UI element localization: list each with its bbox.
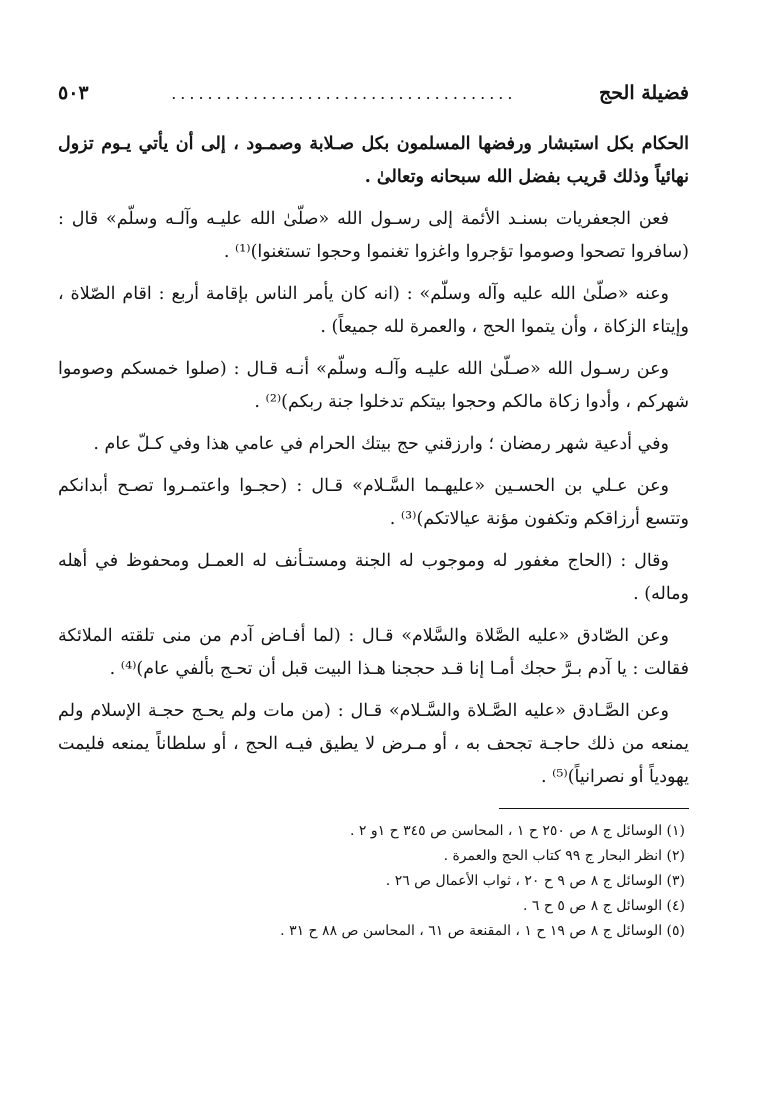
paragraph-7: وقال : (الحاج مغفور له وموجوب له الجنة ومستـأنف له العمـل ومحفوظ في أهله وماله) . <box>58 551 689 604</box>
paragraph-9: وعن الصَّـادق «عليه الصَّـلاة والسَّـلام» قـال : (من مات ولم يحـج حجـة الإسلام ولم يمنعه من ذلك حاجـة تجحف به ، أو مـرض لا يطيق فيـه الحج ، أو سلطاناً يمنعه فليمت يهودياً أو نصرانياً)⁽⁵⁾ . <box>58 701 689 787</box>
footnote-2: (٢) انظر البحار ج ٩٩ كتاب الحج والعمرة . <box>443 848 685 864</box>
footnote-4: (٤) الوسائل ج ٨ ص ٥ ح ٦ . <box>523 898 685 914</box>
body-text <box>58 128 689 794</box>
footnote-1: (١) الوسائل ج ٨ ص ٢٥٠ ح ١ ، المحاسن ص ٣٤٥ ح ١و ٢ . <box>350 823 685 839</box>
paragraph-1: الحكام بكل استبشار ورفضها المسلمون بكل صـلابة وصمـود ، إلى أن يأتي يـوم تزول نهائياً وذلك قريب بفضل الله سبحانه وتعالىٰ . <box>58 134 689 187</box>
footnote-3: (٣) الوسائل ج ٨ ص ٩ ح ٢٠ ، ثواب الأعمال ص ٢٦ . <box>385 873 685 889</box>
running-header <box>58 82 689 116</box>
paragraph-4: وعن رسـول الله «صـلّیٰ الله عليـه وآلـه وسلّم» أنـه قـال : (صلوا خمسكم وصوموا شهركم ، وأدوا زكاة مالكم وحجوا بيتكم تدخلوا جنة ربكم)⁽²⁾ . <box>58 359 689 412</box>
paragraph-8: وعن الصّادق «عليه الصَّلاة والسَّلام» قـال : (لما أفـاض آدم من منى تلقته الملائكة فقالت : يا آدم بـرَّ حجك أمـا إنا قـد حججنا هـذا البيت قبل أن تحـج بألفي عام)⁽⁴⁾ . <box>58 626 689 679</box>
paragraph-2: فعن الجعفريات بسنـد الأئمة إلى رسـول الله «صلّیٰ الله عليـه وآلـه وسلّم» قال : (سافروا تصحوا وصوموا تؤجروا واغزوا تغنموا وحجوا تستغنوا)⁽¹⁾ . <box>58 209 689 262</box>
book-page <box>58 82 689 944</box>
footnotes <box>58 819 689 944</box>
paragraph-5: وفي أدعية شهر رمضان ؛ وارزقني حج بيتك الحرام في عامي هذا وفي كـلّ عام . <box>93 434 669 454</box>
running-title: فضيلة الحج <box>599 82 689 104</box>
leader-dots: ...................................... <box>171 84 517 103</box>
footnote-5: (٥) الوسائل ج ٨ ص ١٩ ح ١ ، المقنعة ص ٦١ ، المحاسن ص ٨٨ ح ٣١ . <box>280 923 685 939</box>
paragraph-6: وعن عـلي بن الحسـين «عليهـما السَّـلام» قـال : (حجـوا واعتمـروا تصـح أبدانكم وتتسع أرزاقكم وتكفون مؤنة عيالاتكم)⁽³⁾ . <box>58 476 689 529</box>
footnote-divider <box>499 808 689 809</box>
page-number: ٥٠٣ <box>58 82 89 104</box>
paragraph-3: وعنه «صلّیٰ الله عليه وآله وسلّم» : (انه كان يأمر الناس بإقامة أربع : اقام الصّلاة ، وإيتاء الزكاة ، وأن يتموا الحج ، والعمرة لله جميعاً) . <box>58 284 689 337</box>
